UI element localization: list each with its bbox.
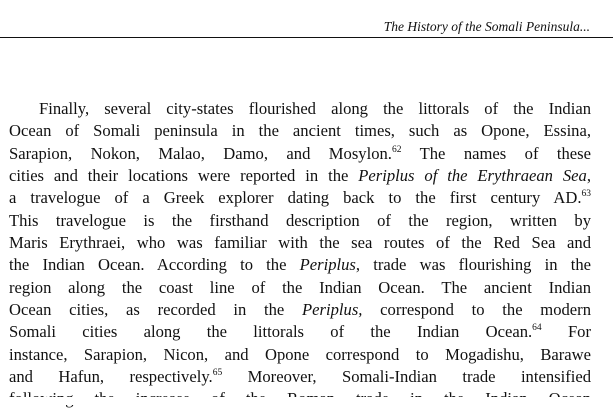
italic-title: Periplus of the Erythraean Sea [358, 166, 587, 186]
text-run: Somali cities along the littorals of the Indian Ocean. [9, 322, 533, 342]
text-line [9, 232, 591, 254]
page-cut-off [0, 397, 613, 405]
running-head-title: The History of the Somali Peninsula... [383, 19, 590, 34]
text-run: a travelogue of a Greek explorer dating back to the first century AD. [9, 188, 582, 208]
italic-title: Periplus, [302, 300, 363, 320]
text-run: Maris Erythraei, who was familiar with the sea routes of the Red Sea and [9, 233, 591, 253]
text-run: instance, Sarapion, Nicon, and Opone correspond to Mogadishu, Barawe [9, 344, 591, 364]
text-run: region along the coast line of the Indian Ocean. The ancient Indian [9, 277, 591, 297]
footnote-ref: 63 [581, 189, 591, 200]
header-rule [0, 37, 613, 38]
text-run: Ocean of Somali peninsula in the ancient times, such as Opone, Essina, [9, 121, 591, 141]
running-header [0, 0, 613, 38]
text-run: and Hafun, respectively. [9, 367, 213, 387]
text-line [9, 165, 591, 187]
text-run: The names of these [401, 143, 591, 163]
text-run: cities and their locations were reported in the [9, 166, 359, 186]
text-run: Ocean cities, as recorded in the [9, 300, 303, 320]
footnote-ref: 62 [391, 144, 402, 155]
text-line [9, 366, 591, 388]
text-line [9, 321, 591, 343]
text-line [9, 187, 591, 209]
text-run: Sarapion, Nokon, Malao, Damo, and Mosylon. [9, 143, 392, 163]
text-run: For [541, 322, 591, 342]
footnote-ref: 64 [532, 323, 542, 334]
text-run: correspond to the modern [362, 300, 591, 320]
body-paragraph [9, 98, 591, 411]
text-line [9, 299, 591, 321]
footnote-ref: 65 [212, 368, 223, 379]
text-run: Finally, several city-states flourished along the littorals of the Indian [39, 99, 591, 118]
text-line [9, 344, 591, 366]
italic-title: Periplus [299, 255, 356, 275]
text-run: This travelogue is the firsthand description of the region, written by [9, 210, 591, 230]
text-line [9, 98, 591, 120]
text-line [9, 210, 591, 232]
text-run: Moreover, Somali-Indian trade intensified [222, 367, 591, 387]
text-line [9, 143, 591, 165]
text-line [9, 254, 591, 276]
text-line [9, 277, 591, 299]
text-run: , trade was flourishing in the [355, 255, 591, 275]
text-run: the Indian Ocean. According to the [9, 255, 300, 275]
text-run: , [586, 166, 591, 186]
text-line [9, 120, 591, 142]
